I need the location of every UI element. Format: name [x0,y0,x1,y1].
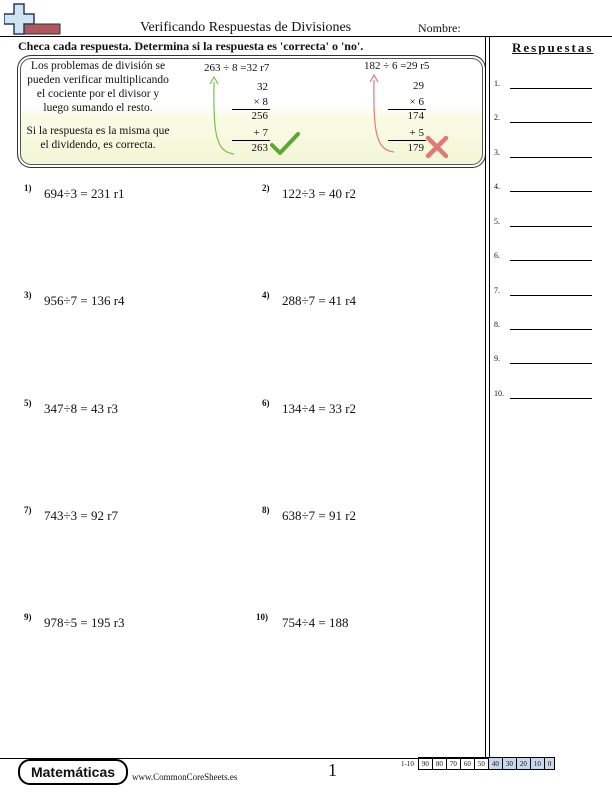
problem-expression: 754÷4 = 188 [282,615,349,630]
answer-number: 5. [494,217,500,226]
answer-row[interactable] [494,148,594,162]
wrong-quotient: 29 [413,80,424,92]
answer-blank[interactable] [510,260,592,261]
answer-row[interactable] [494,389,594,403]
answer-row[interactable] [494,113,594,127]
answer-blank[interactable] [510,88,592,89]
answer-number: 3. [494,148,500,157]
problem-number: 1) [24,183,32,193]
name-label: Nombre: [418,21,461,35]
answer-number: 1. [494,79,500,88]
column-divider [485,36,486,758]
problem-expression: 743÷3 = 92 r7 [44,508,119,523]
answer-number: 10. [494,389,504,398]
explanation-line: Si la respuesta es la misma que [26,125,170,137]
problem-expression: 956÷7 = 136 r4 [44,293,125,308]
score-table [398,757,555,770]
answer-row[interactable] [494,182,594,196]
problem-expression: 347÷8 = 43 r3 [44,401,119,416]
plus-minus-logo-icon [4,2,70,36]
score-cell: 30 [502,758,516,770]
explanation-line: pueden verificar multiplicando [27,74,169,86]
example-explanation [20,59,176,152]
problem-expression: 122÷3 = 40 r2 [282,186,357,201]
column-divider [489,36,490,758]
correct-arrow-icon [204,74,240,159]
page-number: 1 [328,760,337,780]
answer-row[interactable] [494,286,594,300]
wrong-example-equation: 182 ÷ 6 =29 r5 [364,60,430,72]
wrong-divisor-line: × 6 [409,96,424,108]
wrong-product: 174 [407,110,424,122]
example-box [17,55,486,168]
explanation-line: el cociente por el divisor y [36,88,160,100]
wrong-arrow-icon [364,72,400,157]
correct-quotient: 32 [257,81,268,93]
problem-number: 4) [262,290,270,300]
explanation-line: Los problemas de división se [30,60,166,72]
answer-blank[interactable] [510,398,592,399]
problem-expression: 288÷7 = 41 r4 [282,293,357,308]
score-cell: 20 [516,758,530,770]
answer-number: 2. [494,113,500,122]
answer-row[interactable] [494,79,594,93]
page-title: Verificando Respuestas de Divisiones [140,20,352,35]
answer-number: 6. [494,251,500,260]
answer-blank[interactable] [510,157,592,158]
problem-number: 5) [24,398,32,408]
explanation-line: el dividendo, es correcta. [40,139,156,151]
correct-product: 256 [251,110,268,122]
problem-number: 8) [262,505,270,515]
problem-expression: 134÷4 = 33 r2 [282,401,357,416]
answer-blank[interactable] [510,191,592,192]
answers-title: Respuestas [512,40,594,55]
problem-number: 9) [24,612,32,622]
answer-number: 9. [494,354,500,363]
wrong-remainder-line: + 5 [409,127,424,139]
score-cell: 90 [418,758,432,770]
correct-divisor-line: × 8 [253,96,268,108]
score-label: 1-10 [401,759,414,768]
site-url: www.CommonCoreSheets.es [132,772,238,782]
answer-row[interactable] [494,251,594,265]
problem-number: 2) [262,183,270,193]
answer-blank[interactable] [510,363,592,364]
score-cell: 60 [460,758,474,770]
answer-blank[interactable] [510,295,592,296]
x-mark-icon [424,134,450,160]
header-divider [0,36,612,37]
score-cell: 80 [432,758,446,770]
answer-row[interactable] [494,217,594,231]
score-cell: 10 [530,758,544,770]
brand-badge: Matemáticas [18,759,128,785]
problem-number: 7) [24,505,32,515]
problem-number: 10) [256,612,268,622]
answer-number: 4. [494,182,500,191]
score-cell: 40 [488,758,502,770]
answer-row[interactable] [494,354,594,368]
correct-example-equation: 263 ÷ 8 =32 r7 [204,62,270,74]
problem-expression: 978÷5 = 195 r3 [44,615,125,630]
correct-result: 263 [251,142,268,154]
problem-expression: 694÷3 = 231 r1 [44,186,125,201]
checkmark-icon [270,131,300,157]
answer-row[interactable] [494,320,594,334]
answer-blank[interactable] [510,329,592,330]
answer-number: 8. [494,320,500,329]
score-cell: 0 [544,758,555,770]
problem-number: 6) [262,398,270,408]
explanation-line: luego sumando el resto. [43,102,153,114]
score-cell: 50 [474,758,488,770]
answer-number: 7. [494,286,500,295]
answer-blank[interactable] [510,226,592,227]
wrong-result: 179 [407,142,424,154]
correct-remainder-line: + 7 [253,127,268,139]
answer-blank[interactable] [510,122,592,123]
problem-expression: 638÷7 = 91 r2 [282,508,357,523]
score-cell: 70 [446,758,460,770]
instructions: Checa cada respuesta. Determina si la respuesta es 'correcta' o 'no'. [18,39,364,53]
problem-number: 3) [24,290,32,300]
